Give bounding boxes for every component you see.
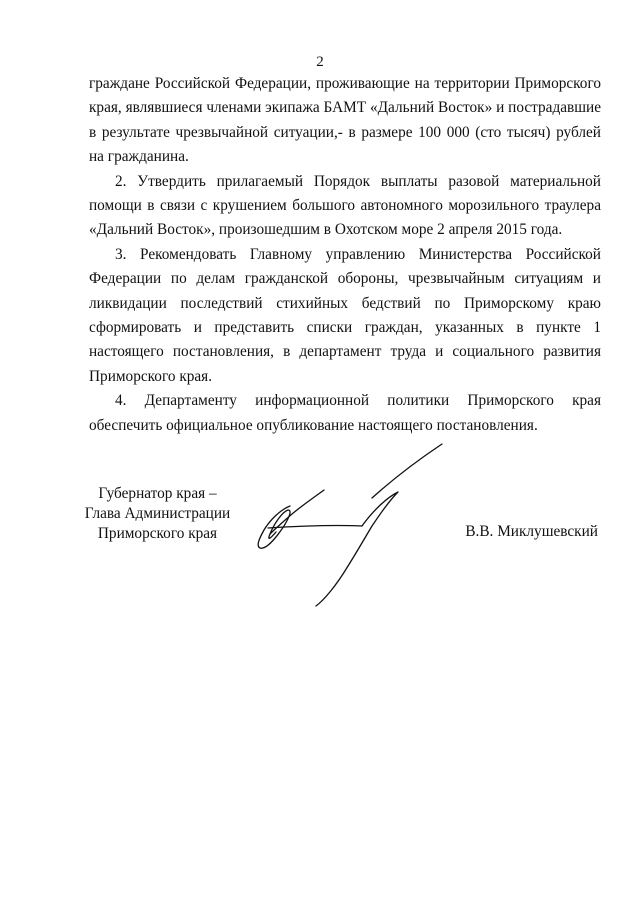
paragraph-continuation: граждане Российской Федерации, проживающие на территории Приморского края, являвшиеся членами экипажа БАМТ «Дальний Восток» и пострадавшие в результате чрезвычайной ситуации,- в размере 100 000 (сто тысяч) рублей на гражданина.	[89, 75, 601, 166]
signature-stroke	[316, 492, 398, 606]
paragraph-item-3: 3. Рекомендовать Главному управлению Министерства Российской Федерации по делам гражданской обороны, чрезвычайным ситуациям и ликвидации последствий стихийных бедствий по Приморскому краю сформировать и представить списки граждан, указанных в пункте 1 настоящего постановления, в департамент труда и социального развития Приморского края.	[89, 245, 601, 385]
signatory-title-line: Приморского края	[97, 525, 218, 542]
signature-stroke	[372, 444, 442, 498]
paragraph-item-2: 2. Утвердить прилагаемый Порядок выплаты разовой материальной помощи в связи с крушением большого автономного морозильного траулера «Дальний Восток», произошедшим в Охотском море 2 апреля 2015 года.	[89, 172, 601, 239]
signatory-title	[80, 484, 235, 544]
paragraph-item-4: 4. Департаменту информационной политики Приморского края обеспечить официальное опубликование настоящего постановления.	[89, 392, 601, 434]
handwritten-signature	[240, 440, 470, 610]
page-number: 2	[316, 54, 324, 70]
signature-stroke	[268, 526, 362, 528]
document-body	[89, 72, 601, 438]
signatory-name: В.В. Миклушевский	[465, 523, 598, 540]
signatory-title-line: Губернатор края –	[98, 485, 217, 502]
signatory-title-line: Глава Администрации	[84, 505, 231, 522]
